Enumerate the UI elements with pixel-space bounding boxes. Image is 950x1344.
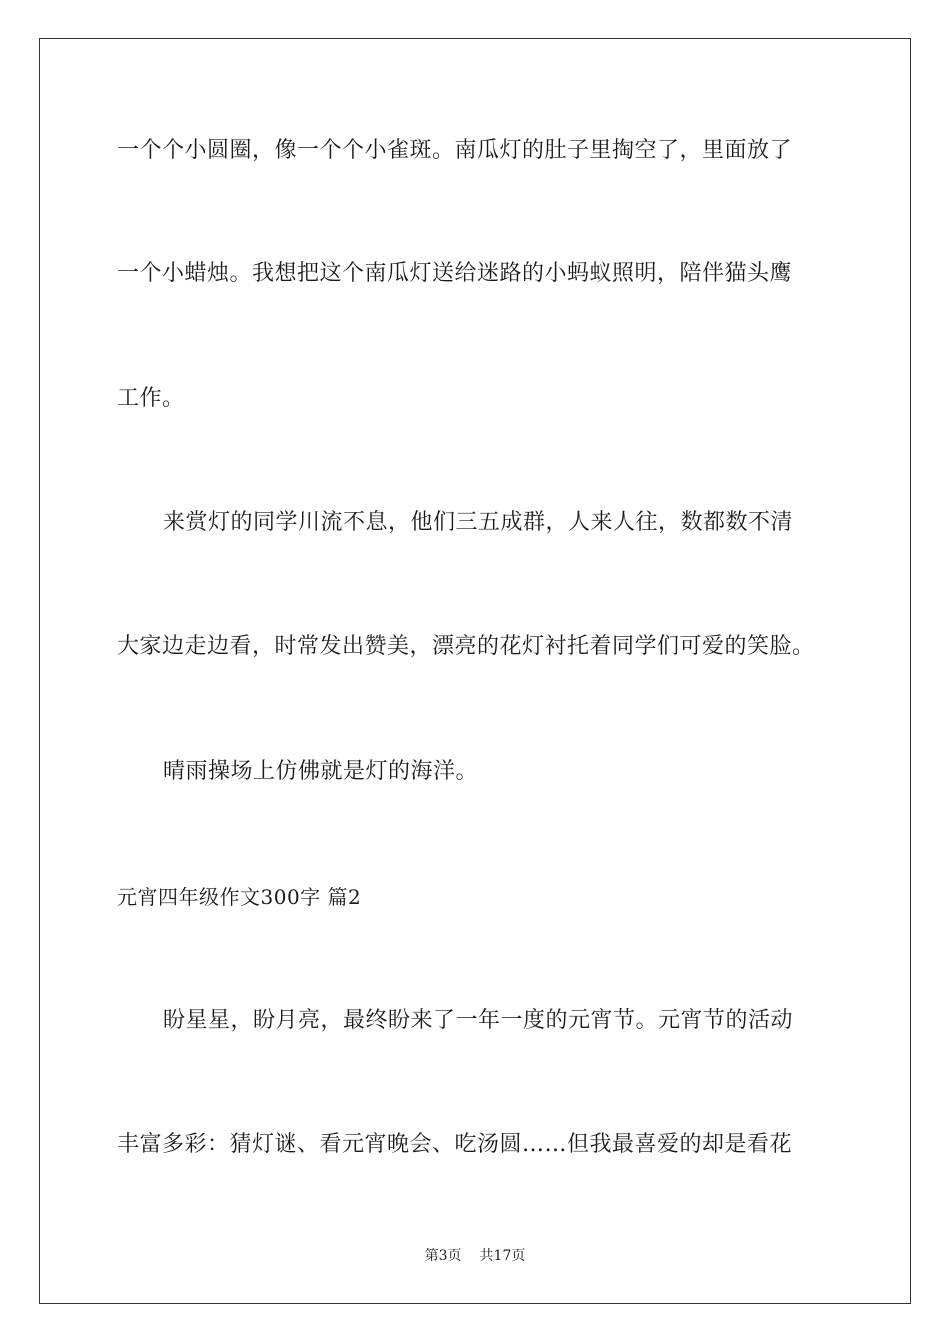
page-number: 第3页 [424, 1248, 462, 1264]
text-line: 丰富多彩：猜灯谜、看元宵晚会、吃汤圆……但我最喜爱的却是看花 [117, 1132, 793, 1157]
text-line: 一个个小圆圈，像一个个小雀斑。南瓜灯的肚子里掏空了，里面放了 [117, 138, 793, 163]
page-frame [39, 38, 911, 1304]
paragraph-start-line: 盼星星，盼月亮，最终盼来了一年一度的元宵节。元宵节的活动 [163, 1008, 794, 1033]
page-footer [0, 1247, 950, 1265]
paragraph-start-line: 来赏灯的同学川流不息，他们三五成群，人来人往，数都数不清 [163, 510, 794, 535]
text-line: 工作。 [117, 386, 185, 411]
page-total: 共17页 [479, 1248, 526, 1264]
text-line: 一个小蜡烛。我想把这个南瓜灯送给迷路的小蚂蚁照明，陪伴猫头鹰 [117, 261, 793, 286]
section-heading: 元宵四年级作文300字 篇2 [117, 885, 362, 909]
text-line: 大家边走边看，时常发出赞美，漂亮的花灯衬托着同学们可爱的笑脸。 [117, 634, 815, 659]
paragraph-start-line: 晴雨操场上仿佛就是灯的海洋。 [163, 759, 479, 784]
